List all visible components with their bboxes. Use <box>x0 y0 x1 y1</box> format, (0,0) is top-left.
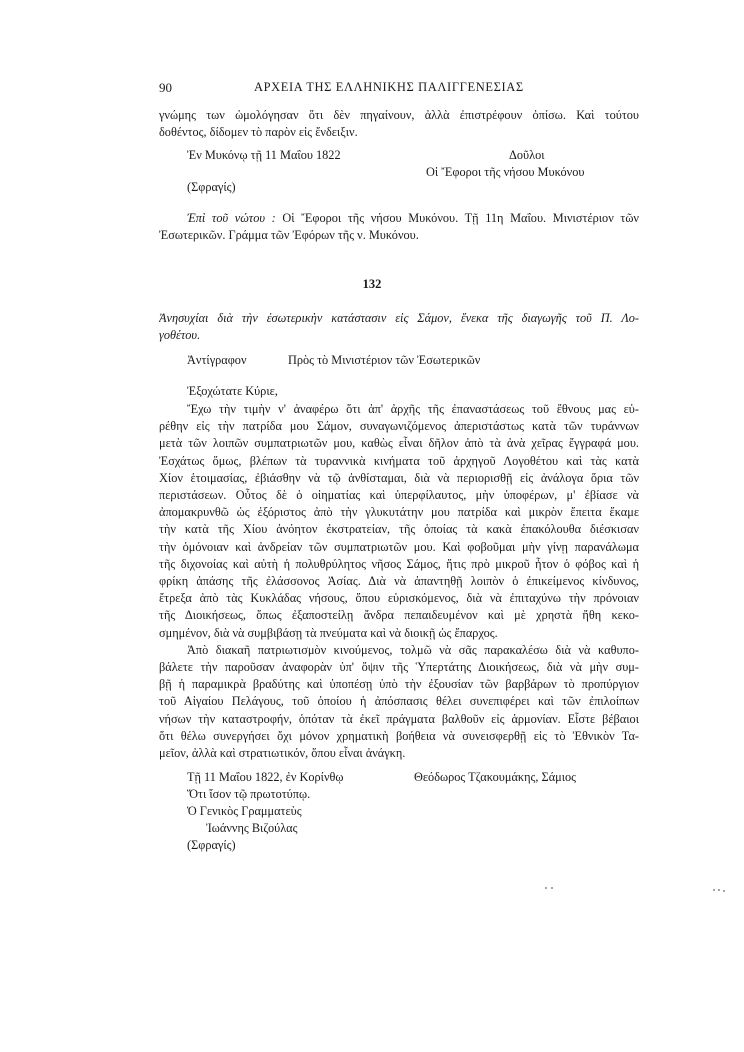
scan-speck <box>718 889 720 891</box>
body-line: περιστάσεων. Οὗτος δὲ ὁ οἰηματίας καὶ ὑπερφίλαυτος, μὴν ὑποφέρων, μ' ἐβίασε νὰ <box>159 488 639 503</box>
doc132-signer: Θεόδωρος Τζακουμάκης, Σάμιος <box>414 770 577 784</box>
body-line: τῆς διχονοίας καὶ αὐτὴ ἡ πολυθρύλητος νῆσος Σάμος, ἥτις πρὸ μικροῦ ἦτον ὁ φόβος καὶ ἡ <box>159 556 639 571</box>
doc131-verso <box>159 210 639 244</box>
verso-line: Ἐπὶ τοῦ νώτου : Οἱ Ἔφοροι τῆς νήσου Μυκόνου. Τῇ 11η Μαΐου. Μινιστέριον τῶν <box>187 211 639 225</box>
body-line: ἀπομακρυνθῶ ὡς ἐξόριστος ἀπὸ τὴν γλυκυτάτην μου πατρίδα καὶ μικρὸν ἔπειτα ἔκαμε <box>159 505 639 520</box>
doc132-body <box>159 401 639 762</box>
doc132-seal: (Σφραγίς) <box>187 838 236 852</box>
verso-label: Ἐπὶ τοῦ νώτου : <box>187 211 276 225</box>
doc132-date-place: Τῇ 11 Μαΐου 1822, ἐν Κορίνθῳ <box>187 770 344 784</box>
body-line: βῇ ἡ παραμικρὰ βραδύτης καὶ ὑποπέσῃ ὑπὸ τὴν ἐξουσίαν τῶν βαρβάρων τὸ προπύργιον <box>159 677 639 692</box>
body-line: ἔτρεξα ἀπὸ τὰς Κυκλάδας νήσους, ὅπου εὑρισκόμενος, διὰ νὰ ἐπιταχύνω τὴν πρόνοιαν <box>159 591 639 606</box>
verso-line: Ἐσωτερικῶν. Γράμμα τῶν Ἐφόρων τῆς ν. Μυκόνου. <box>159 228 419 243</box>
page-number: 90 <box>159 80 172 95</box>
body-line: μετὰ τῶν λοιπῶν συμπατριωτῶν μου, καθὼς εἶναι δῆλον ἀπὸ τὰ ἀνὰ χεῖρας ἔγγραφά μου. <box>159 436 639 451</box>
scan-speck <box>545 887 547 889</box>
body-line: τῆς Διοικήσεως, ὅπως ἐξαποστείλῃ ἄνδρα πεπαιδευμένον καὶ μὲ χρηστὰ ἤθη κεκο- <box>159 608 639 623</box>
body-line: τὴν ὁμόνοιαν καὶ ἀνδρείαν τῶν συμπατριωτῶν μου. Καὶ φοβοῦμαι μὴν γίνῃ παρανάλωμα <box>159 539 639 554</box>
body-line: μεῖον, ἀλλὰ καὶ στρατιωτικόν, ὅπου εἶναι ἀνάγκη. <box>159 746 406 761</box>
doc131-signature-2: Οἱ Ἔφοροι τῆς νήσου Μυκόνου <box>426 165 585 179</box>
body-line: Ἐσχάτως ὅμως, βλέπων τὰ τυραννικὰ κινήματα τοῦ ἀρχηγοῦ Λογοθέτου καὶ τὰς κατὰ <box>159 453 639 468</box>
scan-speck <box>723 890 725 892</box>
scan-speck <box>551 887 553 889</box>
body-line: νήσων τὴν καταστροφήν, ὁπόταν τὰ ἐκεῖ πράγματα βαλθοῦν εἰς ἁρμονίαν. Εἶστε βέβαιοι <box>159 711 639 726</box>
text-line: γνώμης των ὡμολόγησαν ὅτι δὲν πηγαίνουν, ἀλλὰ ἐπιστρέφουν ὀπίσω. Καὶ τούτου <box>159 108 639 122</box>
doc131-place-date: Ἐν Μυκόνῳ τῇ 11 Μαΐου 1822 <box>187 148 341 162</box>
summary-line: Ἀνησυχίαι διὰ τὴν ἐσωτερικὴν κατάστασιν εἰς Σάμον, ἕνεκα τῆς διαγωγῆς τοῦ Π. Λο- <box>159 311 639 325</box>
salutation: Ἐξοχώτατε Κύριε, <box>187 384 278 398</box>
body-line: Ἔχω τὴν τιμὴν ν' ἀναφέρω ὅτι ἀπ' ἀρχῆς τῆς ἐπαναστάσεως τοῦ ἔθνους μας εὑ- <box>187 402 639 416</box>
certification: Ὅτι ἴσον τῷ πρωτοτύπῳ. <box>187 787 311 801</box>
secretary-name: Ἰωάννης Βιζούλας <box>206 821 298 835</box>
running-title: ΑΡΧΕΙΑ ΤΗΣ ΕΛΛΗΝΙΚΗΣ ΠΑΛΙΓΓΕΝΕΣΙΑΣ <box>254 80 524 94</box>
body-line: Ἀπὸ διακαῆ πατριωτισμὸν κινούμενος, τολμῶ νὰ σᾶς παρακαλέσω διὰ νὰ καθυπο- <box>187 642 639 657</box>
doc132-number: 132 <box>362 277 382 291</box>
body-line: Χίον ἑτοιμασίας, ἐβιάσθην νὰ τῷ ἀνθίσταμαι, διὰ νὰ περιορισθῇ εἰς ἀνάλογα ὅρια τῶν <box>159 470 639 485</box>
addressee: Πρὸς τὸ Μινιστέριον τῶν Ἐσωτερικῶν <box>288 353 481 367</box>
secretary-title: Ὁ Γενικὸς Γραμματεὺς <box>187 804 302 818</box>
body-line: ρέθην εἰς τὴν πατρίδα μου Σάμον, συναγωνιζόμενος ἀπεριστάστως κατὰ τῶν τυράννων <box>159 419 639 434</box>
body-line: βάλετε τὴν παροῦσαν ἀναφορὰν ὑπ' ὄψιν τῆς Ὑπερτάτης Διοικήσεως, διὰ νὰ μὴν συμ- <box>159 660 639 675</box>
doc131-seal: (Σφραγίς) <box>187 180 236 194</box>
copy-label: Ἀντίγραφον <box>187 353 247 367</box>
body-line: ὅτι θέλω συνεργήσει ὄχι μόνον χρηματικὴ βοήθεια νὰ συνεισφερθῇ εἰς τὸ Ἐθνικὸν Τα- <box>159 728 639 743</box>
doc131-text <box>159 107 639 141</box>
scan-speck <box>713 889 715 891</box>
body-line: τοῦ Αἰγαίου Πελάγους, τοῦ ὁποίου ἡ ἀπόσπασις θέλει συνεπιφέρει καὶ τῶν ἐπιλοίπων <box>159 694 639 709</box>
doc131-signature-1: Δοῦλοι <box>509 148 545 162</box>
body-line: φρίκη ἁπάσης τῆς ἐλάσσονος Ἀσίας. Διὰ νὰ ἀπαντηθῇ λοιπὸν ὁ ἐπικείμενος κίνδυνος, <box>159 574 639 589</box>
summary-line: γοθέτου. <box>159 328 201 343</box>
doc132-summary <box>159 310 639 344</box>
body-line: σμημένον, διὰ νὰ συμβιβάσῃ τὰ πνεύματα καὶ νὰ διοικῇ ὡς ἔπαρχος. <box>159 625 498 640</box>
body-line: τὴν κατὰ τῆς Χίου ἀνόητον ἐκστρατείαν, τῆς ὁποίας τὰ κακὰ ἐπακόλουθα διέσκισαν <box>159 522 639 537</box>
text-line: δοθέντος, δίδομεν τὸ παρὸν εἰς ἔνδειξιν. <box>159 125 358 140</box>
